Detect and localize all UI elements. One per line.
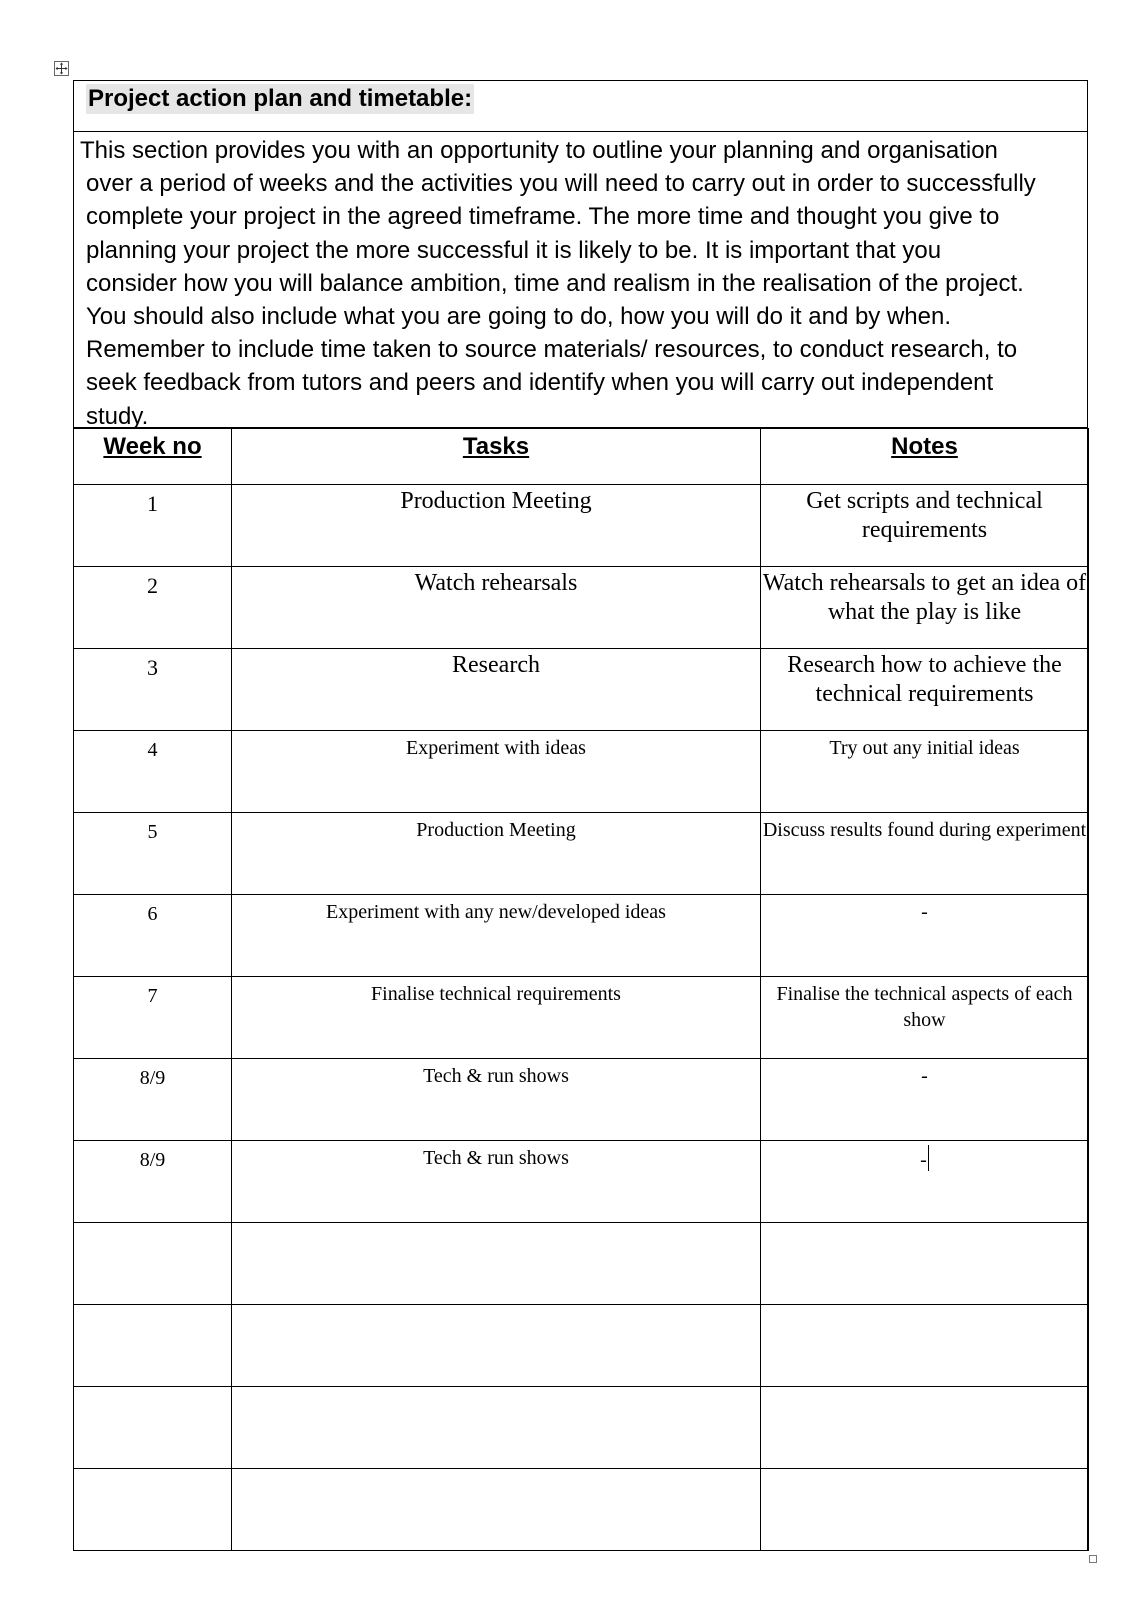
table-resize-handle-icon[interactable]: [1089, 1555, 1097, 1563]
task-value: [232, 1469, 760, 1473]
intro-body: over a period of weeks and the activities you will need to carry out in order to successfully complete your project in the agreed timeframe. The more time and thought you give to planning your project the more successful it is likely to be. It is important that you consider how you will balance ambition, time and realism in the realisation of the project. You should also include what you are going to do, how you will do it and by when. Remember to include time taken to source materials/ resources, to conduct research, to seek feedback from tutors and peers and identify when you will carry out independent study.: [86, 170, 1036, 430]
table-row: [74, 1305, 1089, 1387]
week-value: 4: [147, 739, 158, 761]
notes-value: -: [921, 901, 928, 923]
header-week-cell[interactable]: [74, 429, 232, 485]
notes-value: Try out any initial ideas: [829, 737, 1020, 759]
task-cell[interactable]: [232, 977, 761, 1059]
notes-cell[interactable]: [761, 895, 1089, 977]
week-value: 1: [147, 491, 158, 516]
week-cell[interactable]: [74, 1059, 232, 1141]
header-notes: Notes: [891, 433, 958, 460]
week-value: [74, 1305, 231, 1311]
notes-cell[interactable]: [761, 1305, 1089, 1387]
week-cell[interactable]: [74, 895, 232, 977]
week-value: 7: [147, 985, 158, 1007]
intro-first-line: This section provides you with an opportunity to outline your planning and organisation: [80, 137, 998, 164]
week-value: 6: [147, 903, 158, 925]
task-cell[interactable]: [232, 1305, 761, 1387]
notes-value: -: [921, 1065, 928, 1087]
week-cell[interactable]: [74, 1387, 232, 1469]
task-value: Production Meeting: [416, 819, 576, 841]
notes-cell[interactable]: [761, 1223, 1089, 1305]
table-row: [74, 1387, 1089, 1469]
task-cell[interactable]: [232, 1387, 761, 1469]
task-value: Tech & run shows: [423, 1147, 569, 1169]
week-value: [74, 1469, 231, 1475]
page-title: Project action plan and timetable:: [88, 85, 473, 112]
plan-grid: [73, 428, 1089, 1551]
week-value: 3: [147, 655, 158, 680]
week-value: 8/9: [139, 1149, 166, 1171]
table-row: [74, 1223, 1089, 1305]
header-tasks-cell[interactable]: [232, 429, 761, 485]
week-cell[interactable]: [74, 731, 232, 813]
notes-cell[interactable]: [761, 977, 1089, 1059]
table-row: [74, 485, 1089, 567]
week-value: 2: [147, 573, 158, 598]
table-row: [74, 895, 1089, 977]
week-value: 8/9: [139, 1067, 166, 1089]
header-row: [74, 429, 1089, 485]
notes-value: [761, 1469, 1088, 1473]
notes-cell[interactable]: [761, 1141, 1089, 1223]
task-cell[interactable]: [232, 567, 761, 649]
task-cell[interactable]: [232, 813, 761, 895]
table-row: [74, 1059, 1089, 1141]
notes-cell-content: [761, 1141, 1088, 1173]
table-row: [74, 567, 1089, 649]
task-value: Watch rehearsals: [414, 570, 578, 596]
task-value: Experiment with any new/developed ideas: [326, 901, 666, 923]
task-value: Production Meeting: [400, 488, 592, 514]
notes-value: Watch rehearsals to get an idea of what the play is like: [762, 570, 1087, 625]
intro-paragraph[interactable]: [74, 132, 1087, 428]
task-cell[interactable]: [232, 731, 761, 813]
table-row: [74, 1469, 1089, 1551]
task-value: Experiment with ideas: [406, 737, 586, 759]
table-row: [74, 977, 1089, 1059]
notes-value: -: [920, 1149, 927, 1171]
week-cell[interactable]: [74, 1305, 232, 1387]
task-cell[interactable]: [232, 1469, 761, 1551]
task-cell[interactable]: [232, 1059, 761, 1141]
task-value: Research: [452, 652, 540, 678]
table-row: [74, 1141, 1089, 1223]
task-cell[interactable]: [232, 649, 761, 731]
week-cell[interactable]: [74, 813, 232, 895]
header-week: Week no: [103, 433, 202, 460]
notes-value: Get scripts and technical requirements: [806, 488, 1043, 543]
week-cell[interactable]: [74, 485, 232, 567]
week-cell[interactable]: [74, 977, 232, 1059]
notes-value: Finalise the technical aspects of each show: [776, 983, 1073, 1031]
table-row: [74, 649, 1089, 731]
week-value: [74, 1223, 231, 1229]
week-value: 5: [147, 821, 158, 843]
table-row: [74, 731, 1089, 813]
notes-cell[interactable]: [761, 649, 1089, 731]
notes-cell[interactable]: [761, 567, 1089, 649]
task-value: [232, 1305, 760, 1309]
task-value: [232, 1387, 760, 1391]
table-row: [74, 813, 1089, 895]
week-cell[interactable]: [74, 1223, 232, 1305]
task-cell[interactable]: [232, 895, 761, 977]
notes-value: [761, 1305, 1088, 1309]
task-cell[interactable]: [232, 1223, 761, 1305]
task-cell[interactable]: [232, 485, 761, 567]
week-cell[interactable]: [74, 1141, 232, 1223]
task-cell[interactable]: [232, 1141, 761, 1223]
week-cell[interactable]: [74, 649, 232, 731]
notes-value: [761, 1223, 1088, 1227]
week-cell[interactable]: [74, 1469, 232, 1551]
table-move-handle-icon[interactable]: [54, 61, 69, 76]
text-cursor: [928, 1145, 929, 1171]
week-cell[interactable]: [74, 567, 232, 649]
header-notes-cell[interactable]: [761, 429, 1089, 485]
task-value: Finalise technical requirements: [371, 983, 621, 1005]
task-value: [232, 1223, 760, 1227]
notes-value: Discuss results found during experiment: [762, 819, 1087, 841]
notes-cell[interactable]: [761, 485, 1089, 567]
notes-cell[interactable]: [761, 1387, 1089, 1469]
notes-cell[interactable]: [761, 1059, 1089, 1141]
title-row: [74, 81, 1087, 132]
task-value: Tech & run shows: [423, 1065, 569, 1087]
week-value: [74, 1387, 231, 1393]
notes-value: Research how to achieve the technical requirements: [787, 652, 1062, 707]
notes-cell[interactable]: [761, 731, 1089, 813]
notes-cell[interactable]: [761, 813, 1089, 895]
action-plan-table: [73, 80, 1088, 1551]
header-tasks: Tasks: [462, 433, 530, 460]
notes-cell[interactable]: [761, 1469, 1089, 1551]
notes-value: [761, 1387, 1088, 1391]
